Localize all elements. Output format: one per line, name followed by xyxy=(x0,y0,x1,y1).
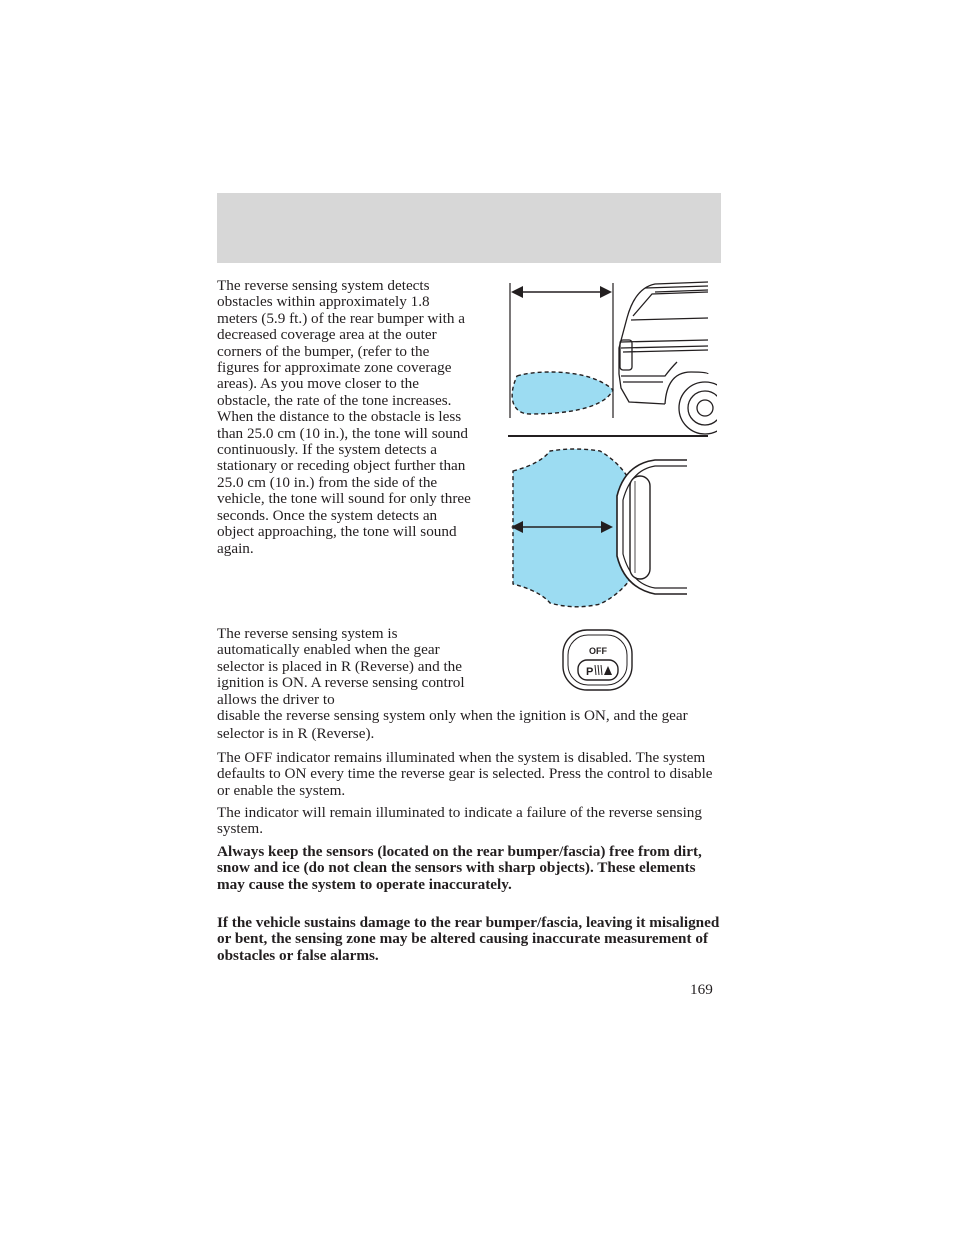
section-header-bar xyxy=(217,193,721,263)
range-arrow xyxy=(511,286,612,298)
top-view-coverage-figure xyxy=(505,446,690,611)
reverse-sensing-control-button[interactable] xyxy=(560,627,635,693)
p-label: P xyxy=(586,666,594,678)
warning-keep-sensors-clean: Always keep the sensors (located on the rear bumper/fascia) free from dirt, snow and ice (do not clean the sensors with sharp objects). These elements may cause the system to operate inaccurately. xyxy=(217,843,702,893)
top-coverage-zone xyxy=(513,449,629,607)
paragraph-off-indicator: The OFF indicator remains illuminated when the system is disabled. The system defaults to ON every time the reverse gear is selected. Press the control to disable or enable the system. xyxy=(217,749,713,799)
paragraph-auto-enable: The reverse sensing system is automatically enabled when the gear selector is placed in R (Reverse) and the ignition is ON. A reverse sensing control allows the driver to xyxy=(217,625,465,708)
paragraph-failure-indicator: The indicator will remain illuminated to indicate a failure of the reverse sensing system. xyxy=(217,804,702,838)
side-view-coverage-figure xyxy=(505,278,717,440)
side-coverage-zone xyxy=(512,372,613,414)
vehicle-rear-side-view xyxy=(619,282,717,434)
vehicle-rear-top-view xyxy=(617,460,687,594)
paragraph-detection-range: The reverse sensing system detects obstacles within approximately 1.8 meters (5.9 ft.) of the rear bumper with a decreased coverage area at the outer corners of the bumper, (refer to the figures for approximate zone coverage areas). As you move closer to the obstacle, the rate of the tone increases. When the distance to the obstacle is less than 25.0 cm (10 in.), the tone will sound continuously. If the system detects a stationary or receding object further than 25.0 cm (10 in.) from the side of the vehicle, the tone will sound for only three seconds. Once the system detects an object approaching, the tone will sound again. xyxy=(217,277,471,557)
warning-bumper-damage: If the vehicle sustains damage to the rear bumper/fascia, leaving it misaligned or bent, the sensing zone may be altered causing inaccurate measurement of obstacles or false alarms. xyxy=(217,914,720,964)
paragraph-auto-enable-continued: disable the reverse sensing system only when the ignition is ON, and the gear selector is in R (Reverse). xyxy=(217,707,688,742)
off-indicator-label: OFF xyxy=(589,646,607,656)
page-number: 169 xyxy=(690,981,713,998)
